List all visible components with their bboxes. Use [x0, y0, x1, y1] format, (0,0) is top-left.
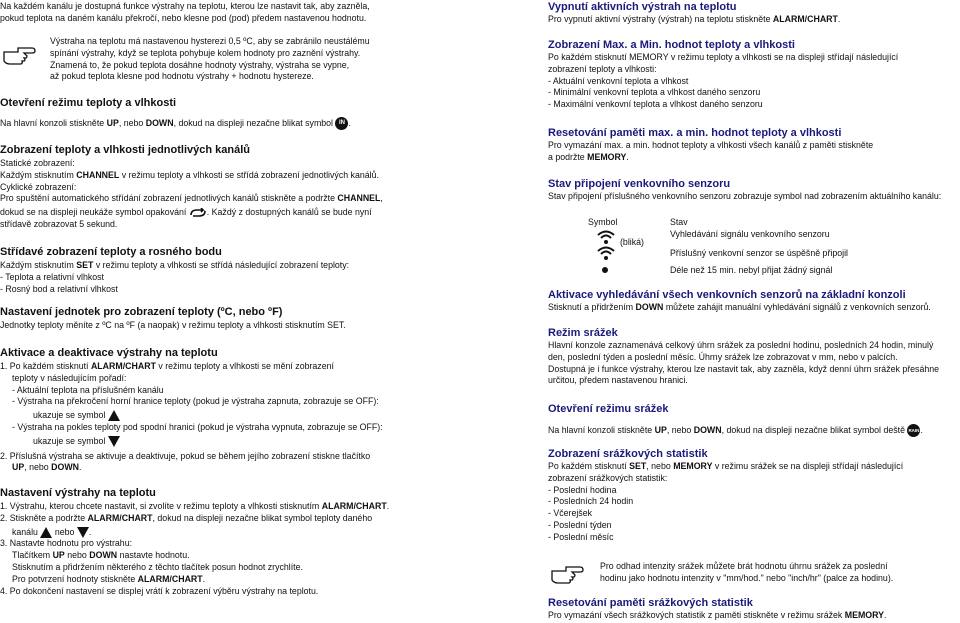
heading-set-alarm: Nastavení výstrahy na teplotu: [0, 487, 156, 499]
heading-rain-mode: Režim srážek: [548, 327, 618, 339]
alt-display-paragraph: Každým stisknutím SET v režimu teploty a vlhkosti se střídá následující zobrazení teploty: - Teplota a relativní vlhkost - Rosný bod a relativní vlhkost: [0, 260, 412, 295]
maxmin-section: Zobrazení Max. a Min. hodnot teploty a vlhkosti Po každém stisknutí MEMORY v režimu teploty a vlhkosti se na displeji střídají následující zobrazení teploty a vlhkosti: - Aktuální venkovní teplota a vlhkost - Minimální venkovní teplota a vlhkost daného senzoru - Maximální venkovní teplota a vlhkost daného senzoru: [548, 39, 960, 111]
table-row: Příslušný venkovní senzor se úspěšně připojil: [670, 248, 848, 258]
list-item: - Minimální venkovní teplota a vlhkost daného senzoru: [548, 87, 761, 98]
indoor-symbol-icon: IN: [335, 117, 348, 130]
heading-turn-off-alarm: Vypnutí aktivních výstrah na teplotu: [548, 1, 737, 13]
down-button-ref: DOWN: [145, 117, 174, 128]
triangle-up-icon: [40, 527, 52, 538]
list-item: - Aktuální venkovní teplota a vlhkost: [548, 75, 689, 86]
set-alarm-paragraph: 1. Výstrahu, kterou chcete nastavit, si zvolíte v režimu teploty a vlhkosti stisknutím ALARM/CHART. 2. Stiskněte a podržte ALARM/CHART, dokud na displeji nezačne blikat symbol teploty daného kanálu nebo . 3. Nastavte hodnotu pro výstrahu: Tlačítkem UP nebo DOWN nastavte hodnotu. Stisknutím a přidržením některého z těchto tlačítek posun hodnot zrychlíte. Pro potvrzení hodnoty stiskněte ALARM/CHART. 4. Po dokončení nastavení se displej vrátí k zobrazení výběru výstrahy na teplotu.: [0, 501, 390, 596]
heading-rain-stats: Zobrazení srážkových statistik: [548, 448, 708, 460]
note-line-3: Znamená to, že pokud teplota dosáhne hodnoty výstrahy, výstraha se vypne,: [50, 59, 350, 70]
signal-lost-icon: [601, 266, 609, 274]
rain-stats-section: Zobrazení srážkových statistik Po každém stisknutí SET, nebo MEMORY v režimu srážek se na displeji střídají následující zobrazení srážkových statistik: - Poslední hodina - Posledních 24 hodin - Včerejšek - Poslední týden - Poslední měsíc: [548, 448, 960, 544]
heading-rain-open: Otevření režimu srážek: [548, 403, 669, 415]
table-header-symbol: Symbol: [588, 217, 618, 227]
note-line-4: až pokud teplota klesne pod hodnotu výstrahy + hodnotu hystereze.: [50, 71, 314, 82]
heading-rain-reset: Resetování paměti srážkových statistik: [548, 597, 753, 609]
heading-open-temp-mode: Otevření režimu teploty a vlhkosti: [0, 97, 177, 109]
intro-line-1: Na každém kanálu je dostupná funkce výstrahy na teplotu, kterou lze nastavit tak, aby zazněla,: [0, 1, 370, 11]
list-item: - Posledních 24 hodin: [548, 496, 634, 507]
triangle-down-icon: [108, 436, 120, 447]
triangle-up-icon: [108, 410, 120, 421]
sensor-status-section: Stav připojení venkovního senzoru Stav připojení příslušného venkovního senzoru zobrazuje symbol nad zobrazením aktuálního kanálu:: [548, 178, 960, 203]
pointing-hand-icon: [2, 44, 36, 66]
heading-reset-maxmin: Resetování paměti max. a min. hodnot teploty a vlhkosti: [548, 127, 842, 139]
note-line-2: spínání výstrahy, když se teplota pohybuje kolem hodnoty pro zaznění výstrahy.: [50, 47, 361, 58]
list-item: - Maximální venkovní teplota a vlhkost daného senzoru: [548, 99, 763, 110]
list-item: - Výstraha na překročení horní hranice teploty (pokud je výstraha zapnuta, zobrazuje se OFF):: [12, 396, 379, 407]
intro-paragraph: [0, 1, 412, 25]
heading-maxmin: Zobrazení Max. a Min. hodnot teploty a vlhkosti: [548, 39, 795, 51]
list-item: - Poslední hodina: [548, 484, 617, 495]
rain-reset-section: Resetování paměti srážkových statistik Pro vymazání všech srážkových statistik z paměti stiskněte v režimu srážek MEMORY.: [548, 597, 960, 622]
list-item: - Poslední měsíc: [548, 531, 614, 542]
list-item: - Poslední týden: [548, 519, 612, 530]
rain-intensity-note: Pro odhad intenzity srážek můžete brát hodnotu úhrnu srážek za poslední hodinu jako hodnotu intenzity v "mm/hod." nebo "inch/hr" (palce za hodinu).: [600, 561, 894, 583]
open-temp-paragraph: Na hlavní konzoli stiskněte UP, nebo DOWN, dokud na displeji nezačne blikat symbol IN .: [0, 117, 412, 130]
heading-search-sensors: Aktivace vyhledávání všech venkovních senzorů na základní konzoli: [548, 289, 906, 301]
heading-sensor-status: Stav připojení venkovního senzoru: [548, 178, 731, 190]
heading-units: Nastavení jednotek pro zobrazení teploty (ºC, nebo ºF): [0, 306, 283, 318]
pointing-hand-icon: [550, 563, 584, 585]
list-item: - Výstraha na pokles teploty pod spodní hranici (pokud je výstraha vypnuta, zobrazuje se OFF):: [12, 421, 383, 432]
reset-maxmin-section: Resetování paměti max. a min. hodnot teploty a vlhkosti Pro vymazání max. a min. hodnot teploty a vlhkosti všech kanálů z paměti stiskněte a podržte MEMORY.: [548, 127, 960, 164]
rain-symbol-icon: RAIN: [907, 424, 920, 437]
rain-mode-section: Režim srážek Hlavní konzole zaznamenává celkový úhrn srážek za poslední hodinu, posledních 24 hodin, minulý den, poslední týden a poslední měsíc. Úhrny srážek lze zobrazovat v mm, nebo v palcích. Dostupná je i funkce výstrahy, kterou lze nastavit tak, aby zazněla, když denní úhrn srážek přesáhne určitou, předem nastavenou hranici.: [548, 327, 960, 387]
units-paragraph: Jednotky teploty měníte z ºC na ºF (a naopak) v režimu teploty a vlhkosti stisknutím SET.: [0, 320, 346, 330]
list-item: - Rosný bod a relativní vlhkost: [0, 283, 118, 294]
signal-connected-icon: [596, 246, 616, 260]
intro-line-2: pokud teplota na daném kanálu překročí, nebo klesne pod (pod) předem nastavenou hodnotu.: [0, 12, 367, 23]
signal-searching-icon: [596, 230, 616, 244]
table-row: Vyhledávání signálu venkovního senzoru: [670, 229, 830, 239]
heading-activate-alarm: Aktivace a deaktivace výstrahy na teplotu: [0, 347, 218, 359]
hysteresis-note: [50, 36, 400, 83]
list-item: - Aktuální teplota na příslušném kanálu: [12, 384, 164, 395]
table-row: Déle než 15 min. nebyl přijat žádný signál: [670, 265, 833, 275]
up-button-ref: UP: [106, 117, 119, 128]
blink-label: (bliká): [620, 237, 644, 247]
table-header-state: Stav: [670, 217, 688, 227]
activate-alarm-paragraph: 1. Po každém stisknutí ALARM/CHART v režimu teploty a vlhkosti se mění zobrazení teploty v následujícím pořadí: - Aktuální teplota na příslušném kanálu - Výstraha na překročení horní hranice teploty (pokud je výstraha zapnuta, zobrazuje se OFF): ukazuje se symbol - Výstraha na pokles teploty pod spodní hranici (pokud je výstraha vypnuta, zobrazuje se OFF): ukazuje se symbol 2. Příslušná výstraha se aktivuje a deaktivuje, pokud se během jejího zobrazení stiskne tlačítko UP, nebo DOWN.: [0, 361, 412, 474]
list-item: - Teplota a relativní vlhkost: [0, 271, 104, 282]
repeat-icon: [189, 208, 207, 218]
heading-alt-display: Střídavé zobrazení teploty a rosného bodu: [0, 246, 222, 258]
display-channels-paragraph: Statické zobrazení: Každým stisknutím CHANNEL v režimu teploty a vlhkosti se střídá zobrazení jednotlivých kanálů. Cyklické zobrazení: Pro spuštění automatického střídání zobrazení jednotlivých kanálů stiskněte a podržte CHANNEL, dokud se na displeji neukáže symbol opakování . Každý z dostupných kanálů se bude nyní střídavě zobrazovat 5 sekund.: [0, 158, 383, 229]
list-item: - Včerejšek: [548, 508, 592, 519]
note-line-1: Výstraha na teplotu má nastavenou hysterezi 0,5 ºC, aby se zabránilo neustálému: [50, 36, 370, 46]
triangle-down-icon: [77, 527, 89, 538]
heading-display-channels: Zobrazení teploty a vlhkosti jednotlivých kanálů: [0, 144, 250, 156]
search-sensors-section: Aktivace vyhledávání všech venkovních senzorů na základní konzoli Stisknutí a přidržením DOWN můžete zahájit manuální vyhledávání signálů z venkovních senzorů.: [548, 289, 960, 314]
rain-open-section: Otevření režimu srážek Na hlavní konzoli stiskněte UP, nebo DOWN, dokud na displeji nezačne blikat symbol deště RAIN.: [548, 403, 960, 437]
